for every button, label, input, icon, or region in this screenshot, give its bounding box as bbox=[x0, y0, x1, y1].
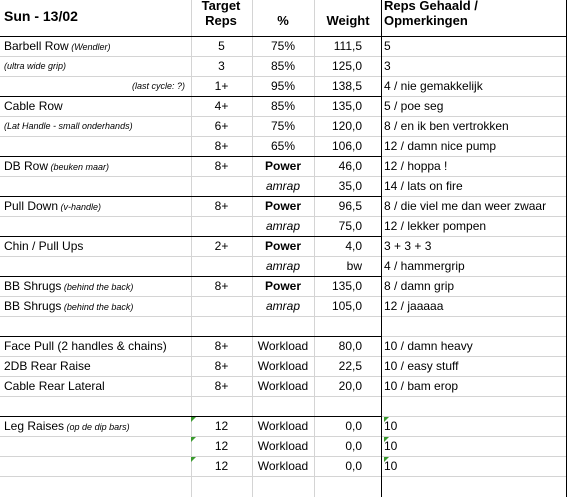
gridline-horizontal bbox=[0, 356, 567, 357]
weight-cell[interactable] bbox=[314, 316, 362, 336]
exercise-note: (Wendler) bbox=[68, 42, 111, 52]
notes-cell[interactable]: 8 / die viel me dan weer zwaar bbox=[384, 199, 547, 213]
percent-cell[interactable]: amrap bbox=[265, 219, 300, 233]
notes-cell[interactable]: 10 bbox=[384, 439, 398, 453]
target-reps-cell[interactable]: 12 bbox=[214, 459, 229, 473]
percent-cell[interactable]: Workload bbox=[257, 419, 309, 433]
gridline-horizontal bbox=[0, 256, 567, 257]
exercise-name[interactable]: Leg Raises (op de dip bars) bbox=[4, 419, 130, 433]
weight-cell[interactable]: 135,0 bbox=[331, 99, 362, 113]
gridline-horizontal bbox=[0, 476, 567, 477]
gridline-vertical bbox=[191, 0, 192, 497]
gridline-horizontal bbox=[0, 136, 567, 137]
percent-cell[interactable]: Power bbox=[264, 159, 301, 173]
exercise-note[interactable]: (ultra wide grip) bbox=[4, 61, 67, 71]
group-rule bbox=[0, 196, 382, 197]
group-rule bbox=[0, 96, 382, 97]
weight-cell[interactable]: 106,0 bbox=[331, 139, 362, 153]
comment-marker-icon bbox=[384, 417, 389, 422]
gridline-horizontal bbox=[0, 376, 567, 377]
percent-cell[interactable]: 85% bbox=[270, 99, 296, 113]
exercise-name[interactable]: Cable Row bbox=[4, 99, 63, 113]
notes-cell[interactable]: 8 / damn grip bbox=[384, 279, 455, 293]
exercise-name[interactable]: 2DB Rear Raise bbox=[4, 359, 91, 373]
exercise-name[interactable]: Face Pull (2 handles & chains) bbox=[4, 339, 167, 353]
comment-marker-icon bbox=[384, 437, 389, 442]
weight-cell[interactable]: 35,0 bbox=[338, 179, 362, 193]
target-reps-cell[interactable]: 8+ bbox=[214, 139, 229, 153]
exercise-name[interactable]: Pull Down (v-handle) bbox=[4, 199, 102, 213]
header-target-reps-1[interactable]: Target bbox=[201, 0, 241, 13]
weight-cell[interactable]: 138,5 bbox=[331, 79, 362, 93]
percent-cell[interactable]: Power bbox=[264, 279, 301, 293]
notes-cell[interactable]: 10 bbox=[384, 459, 398, 473]
group-rule bbox=[0, 276, 382, 277]
weight-cell[interactable]: 20,0 bbox=[338, 379, 362, 393]
percent-cell[interactable]: amrap bbox=[265, 259, 300, 273]
header-weight[interactable]: Weight bbox=[326, 13, 370, 28]
header-notes-2[interactable]: Opmerkingen bbox=[384, 13, 468, 28]
weight-cell[interactable]: 75,0 bbox=[338, 219, 362, 233]
weight-cell[interactable] bbox=[314, 396, 362, 416]
gridline-horizontal bbox=[0, 116, 567, 117]
exercise-note: (v-handle) bbox=[58, 202, 102, 212]
comment-marker-icon bbox=[191, 437, 196, 442]
weight-cell[interactable]: 4,0 bbox=[345, 239, 362, 253]
comment-marker-icon bbox=[191, 457, 196, 462]
group-rule bbox=[0, 156, 382, 157]
gridline-horizontal bbox=[0, 56, 567, 57]
percent-cell[interactable] bbox=[252, 396, 314, 416]
notes-cell[interactable]: 12 / damn nice pump bbox=[384, 139, 497, 153]
gridline-horizontal bbox=[0, 436, 567, 437]
target-reps-cell[interactable] bbox=[191, 296, 252, 316]
header-percent[interactable]: % bbox=[277, 13, 289, 28]
notes-cell[interactable]: 3 + 3 + 3 bbox=[384, 239, 432, 253]
weight-cell[interactable]: 105,0 bbox=[331, 299, 362, 313]
percent-cell[interactable]: amrap bbox=[265, 179, 300, 193]
target-reps-cell[interactable]: 8+ bbox=[214, 339, 229, 353]
percent-cell[interactable]: Workload bbox=[257, 459, 309, 473]
weight-cell[interactable]: 111,5 bbox=[333, 39, 362, 53]
target-reps-cell[interactable]: 4+ bbox=[214, 99, 229, 113]
header-notes-1[interactable]: Reps Gehaald / bbox=[384, 0, 478, 13]
exercise-note[interactable]: (Lat Handle - small onderhands) bbox=[4, 121, 133, 131]
target-reps-cell[interactable] bbox=[191, 216, 252, 236]
percent-cell[interactable]: 75% bbox=[270, 39, 296, 53]
exercise-note[interactable]: (last cycle: ?) bbox=[131, 81, 185, 91]
percent-cell[interactable]: 75% bbox=[270, 119, 296, 133]
weight-cell[interactable]: 0,0 bbox=[345, 459, 362, 473]
target-reps-cell[interactable]: 2+ bbox=[214, 239, 229, 253]
percent-cell[interactable]: amrap bbox=[265, 299, 300, 313]
notes-cell[interactable]: 3 bbox=[384, 59, 391, 73]
percent-cell[interactable]: Workload bbox=[257, 359, 309, 373]
exercise-name[interactable]: BB Shrugs (behind the back) bbox=[4, 279, 134, 293]
notes-cell[interactable]: 5 / poe seg bbox=[384, 99, 444, 113]
exercise-note: (behind the back) bbox=[61, 302, 134, 312]
exercise-name[interactable]: Barbell Row (Wendler) bbox=[4, 39, 111, 53]
weight-cell[interactable]: 135,0 bbox=[331, 279, 362, 293]
target-reps-cell[interactable]: 8+ bbox=[214, 199, 229, 213]
target-reps-cell[interactable]: 8+ bbox=[214, 279, 229, 293]
notes-cell[interactable]: 4 / hammergrip bbox=[384, 259, 465, 273]
group-rule bbox=[0, 336, 382, 337]
comment-marker-icon bbox=[191, 417, 196, 422]
target-reps-cell[interactable] bbox=[191, 176, 252, 196]
exercise-name[interactable]: BB Shrugs (behind the back) bbox=[4, 299, 134, 313]
gridline-horizontal bbox=[0, 396, 567, 397]
target-reps-cell[interactable]: 8+ bbox=[214, 379, 229, 393]
target-reps-cell[interactable]: 8+ bbox=[214, 359, 229, 373]
target-reps-cell[interactable]: 1+ bbox=[214, 79, 229, 93]
weight-cell[interactable]: bw bbox=[346, 259, 362, 273]
percent-cell[interactable]: 95% bbox=[270, 79, 296, 93]
percent-cell[interactable]: 65% bbox=[270, 139, 296, 153]
gridline-vertical bbox=[314, 0, 315, 497]
exercise-name[interactable]: DB Row (beuken maar) bbox=[4, 159, 110, 173]
exercise-name[interactable]: Cable Rear Lateral bbox=[4, 379, 105, 393]
target-reps-cell[interactable]: 8+ bbox=[214, 159, 229, 173]
weight-cell[interactable]: 22,5 bbox=[338, 359, 362, 373]
target-reps-cell[interactable]: 12 bbox=[214, 439, 229, 453]
gridline-horizontal bbox=[0, 316, 567, 317]
notes-cell[interactable]: 8 / en ik ben vertrokken bbox=[384, 119, 509, 133]
target-reps-cell[interactable] bbox=[191, 256, 252, 276]
gridline-horizontal bbox=[0, 76, 567, 77]
percent-cell[interactable] bbox=[252, 316, 314, 336]
notes-cell[interactable]: 10 / damn heavy bbox=[384, 339, 473, 353]
percent-cell[interactable]: Workload bbox=[257, 439, 309, 453]
weight-cell[interactable]: 125,0 bbox=[331, 59, 362, 73]
header-target-reps-2[interactable]: Reps bbox=[205, 13, 237, 28]
notes-cell[interactable]: 10 bbox=[384, 419, 398, 433]
notes-cell[interactable]: 12 / lekker pompen bbox=[384, 219, 487, 233]
weight-cell[interactable]: 0,0 bbox=[345, 439, 362, 453]
target-reps-cell[interactable]: 6+ bbox=[214, 119, 229, 133]
percent-cell[interactable]: Power bbox=[264, 239, 301, 253]
exercise-note: (op de dip bars) bbox=[64, 422, 130, 432]
percent-cell[interactable]: 85% bbox=[270, 59, 296, 73]
target-reps-cell[interactable] bbox=[191, 396, 252, 416]
notes-cell[interactable]: 12 / hoppa ! bbox=[384, 159, 448, 173]
weight-cell[interactable]: 80,0 bbox=[338, 339, 362, 353]
notes-cell[interactable]: 10 / easy stuff bbox=[384, 359, 459, 373]
gridline-horizontal bbox=[0, 216, 567, 217]
weight-cell[interactable]: 0,0 bbox=[345, 419, 362, 433]
weight-cell[interactable]: 96,5 bbox=[338, 199, 362, 213]
exercise-name[interactable]: Chin / Pull Ups bbox=[4, 239, 84, 253]
percent-cell[interactable]: Workload bbox=[257, 339, 309, 353]
percent-cell[interactable]: Power bbox=[264, 199, 301, 213]
target-reps-cell[interactable]: 12 bbox=[214, 419, 229, 433]
exercise-note: (beuken maar) bbox=[48, 162, 110, 172]
notes-cell[interactable]: 4 / nie gemakkelijk bbox=[384, 79, 483, 93]
notes-cell[interactable]: 5 bbox=[384, 39, 391, 53]
sheet-title[interactable]: Sun - 13/02 bbox=[4, 8, 78, 24]
gridline-vertical bbox=[252, 0, 253, 497]
notes-cell[interactable]: 14 / lats on fire bbox=[384, 179, 463, 193]
group-rule bbox=[0, 236, 382, 237]
comment-marker-icon bbox=[384, 457, 389, 462]
gridline-horizontal bbox=[0, 456, 567, 457]
exercise-note: (behind the back) bbox=[61, 282, 134, 292]
target-reps-cell[interactable] bbox=[191, 316, 252, 336]
notes-divider bbox=[381, 0, 382, 497]
header-rule bbox=[0, 36, 567, 37]
weight-cell[interactable]: 120,0 bbox=[331, 119, 362, 133]
gridline-horizontal bbox=[0, 296, 567, 297]
percent-cell[interactable]: Workload bbox=[257, 379, 309, 393]
target-reps-cell[interactable]: 5 bbox=[218, 39, 225, 53]
notes-cell[interactable]: 10 / bam erop bbox=[384, 379, 459, 393]
gridline-horizontal bbox=[0, 176, 567, 177]
target-reps-cell[interactable]: 3 bbox=[218, 59, 225, 73]
weight-cell[interactable]: 46,0 bbox=[338, 159, 362, 173]
notes-cell[interactable]: 12 / jaaaaa bbox=[384, 299, 444, 313]
